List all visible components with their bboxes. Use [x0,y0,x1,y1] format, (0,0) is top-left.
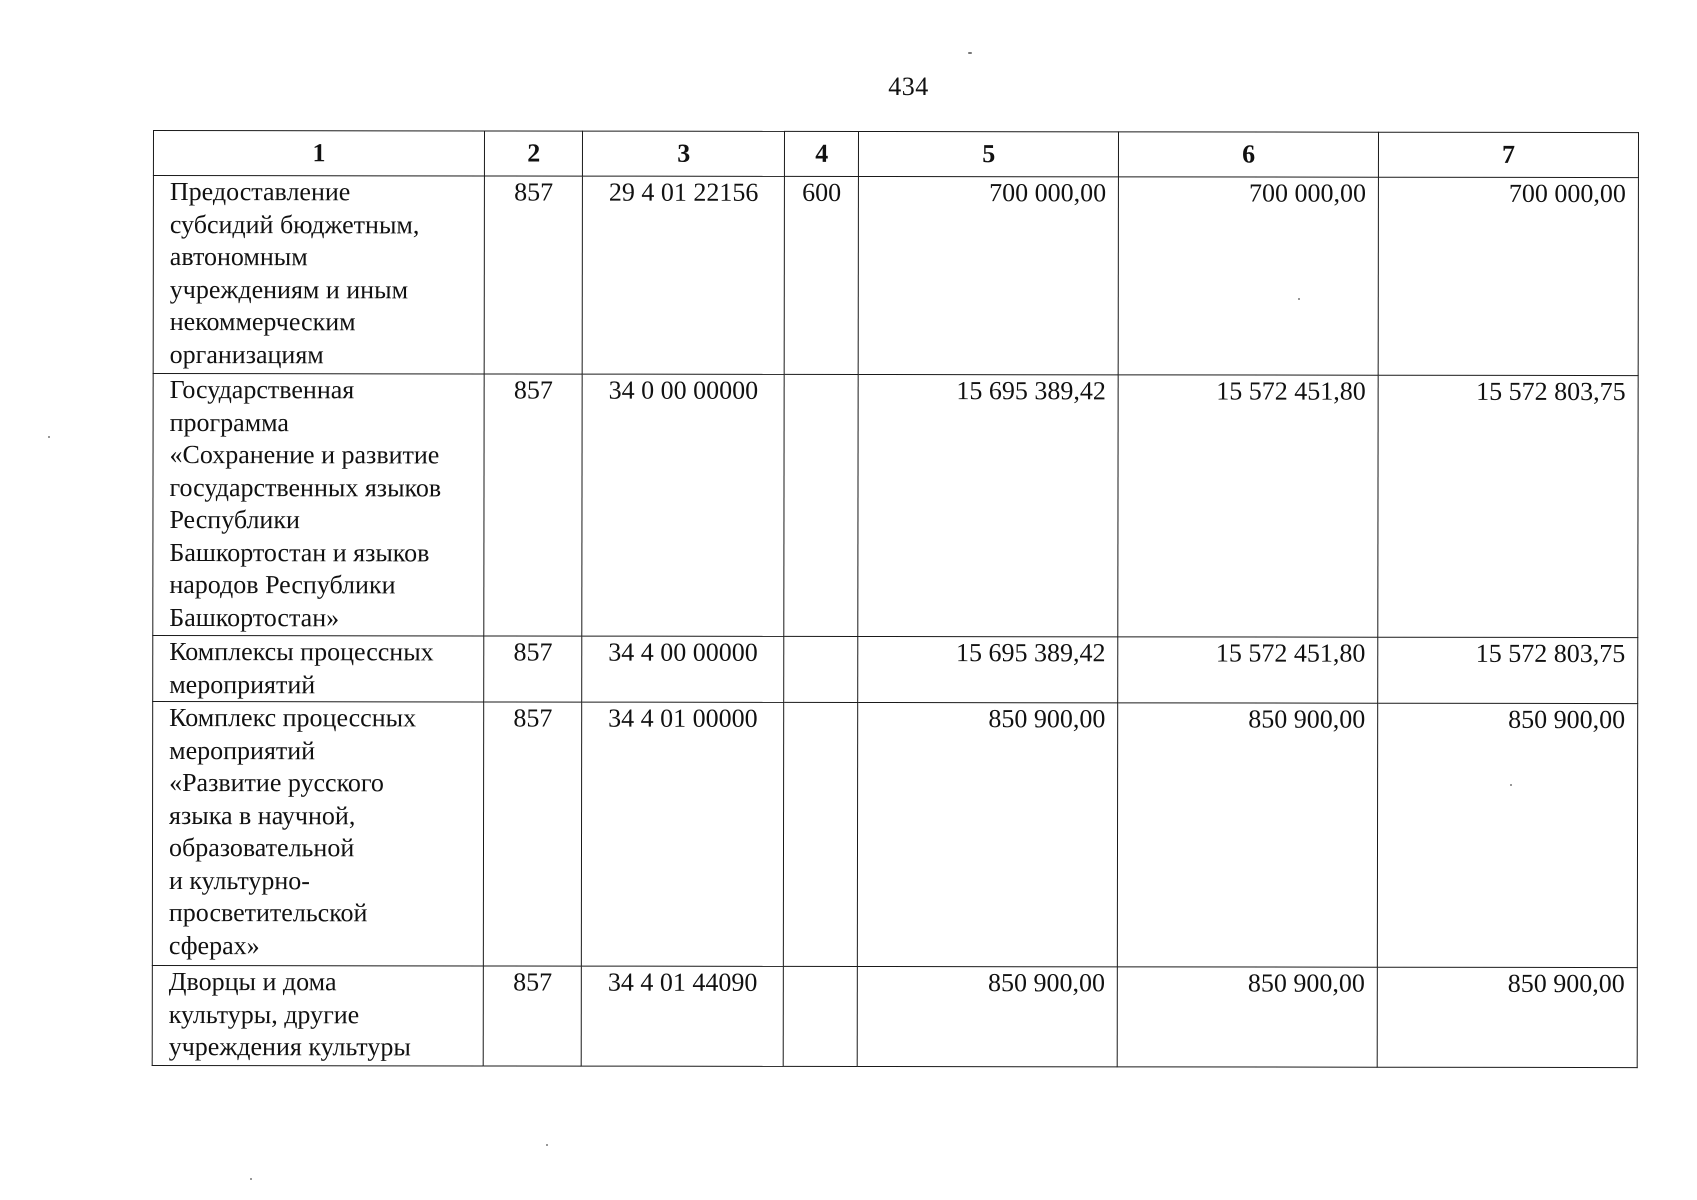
row-name-line: государственных языков [169,472,442,502]
budget-table [152,130,1639,1068]
row-name-line: Комплексы процессных [169,637,434,667]
row-kind-cell [784,636,858,702]
table-row [153,176,1638,376]
row-name-line: Республики [169,505,300,535]
row-name-line: культуры, другие [168,999,360,1029]
row-admin-cell: 857 [484,636,582,702]
row-name-line: автономным [169,242,308,272]
row-sum-6-cell: 15 572 451,80 [1118,375,1378,637]
page-number-text: 434 [888,72,929,101]
row-code-cell: 34 4 00 00000 [582,636,784,702]
table-row [153,636,1638,704]
row-code-cell: 29 4 01 22156 [583,176,785,374]
row-name-line: «Сохранение и развитие [169,440,440,470]
row-sum-6-cell: 15 572 451,80 [1118,637,1378,703]
row-admin-cell: 857 [484,374,583,636]
row-sum-6-cell: 850 900,00 [1118,703,1378,967]
row-name-line: образовательной [168,833,355,863]
row-name-cell [153,374,484,636]
row-name-line: субсидий бюджетным, [169,209,420,239]
row-kind-cell [783,966,857,1066]
row-sum-7-cell: 15 572 803,75 [1378,375,1638,637]
row-name-cell [153,176,484,374]
row-code-cell: 34 4 01 00000 [582,702,784,966]
row-name-line: мероприятий [169,669,316,699]
scan-speck [1510,784,1512,786]
scan-speck [1298,298,1300,300]
row-code-cell: 34 0 00 00000 [582,374,784,636]
header-cell-4: 4 [785,131,859,176]
row-sum-5-cell: 850 900,00 [858,966,1118,1066]
row-name-line: некоммерческим [169,307,356,337]
row-name-line: Предоставление [169,177,351,207]
header-cell-1: 1 [153,131,484,176]
row-sum-7-cell: 700 000,00 [1378,177,1638,375]
row-kind-cell [783,702,858,966]
row-sum-5-cell: 700 000,00 [859,176,1119,374]
row-name-line: «Развитие русского [169,768,384,798]
row-sum-6-cell: 850 900,00 [1117,967,1377,1067]
scan-speck [48,436,50,438]
row-admin-cell: 857 [484,176,583,374]
row-sum-7-cell: 15 572 803,75 [1378,637,1638,703]
row-sum-5-cell: 15 695 389,42 [858,374,1118,636]
row-name-cell [152,965,483,1065]
row-kind-cell [784,374,859,636]
row-admin-cell: 857 [483,702,582,966]
page-number [0,72,1697,102]
row-name-cell [152,702,483,966]
row-name-line: организациям [169,339,324,369]
header-cell-5: 5 [859,131,1119,176]
row-name-line: и культурно- [168,865,310,895]
row-name-line: народов Республики [169,570,396,600]
row-name-line: Государственная [169,375,355,405]
row-sum-7-cell: 850 900,00 [1377,703,1637,967]
row-name-line: Башкортостан» [169,602,340,632]
table-header-row [153,131,1638,178]
row-name-line: мероприятий [169,735,316,765]
row-name-line: Комплекс процессных [169,703,417,733]
row-name-line: сферах» [168,930,260,960]
row-name-line: просветительской [168,898,368,928]
scan-speck [250,1178,252,1180]
scan-speck [546,1144,548,1146]
row-name-line: Дворцы и дома [168,967,337,997]
row-name-line: языка в научной, [169,800,356,830]
header-cell-7: 7 [1379,132,1639,177]
row-code-cell: 34 4 01 44090 [582,966,784,1066]
row-name-cell [153,636,484,702]
table-row [153,374,1638,638]
row-sum-6-cell: 700 000,00 [1118,177,1378,375]
row-sum-7-cell: 850 900,00 [1377,967,1637,1067]
row-name-line: учреждениям и иным [169,274,409,304]
scan-speck [968,52,972,54]
table-row [152,965,1637,1067]
header-cell-2: 2 [485,131,583,176]
table-row [152,702,1637,968]
header-cell-3: 3 [583,131,785,176]
row-admin-cell: 857 [483,966,581,1066]
row-sum-5-cell: 850 900,00 [858,702,1118,966]
row-sum-5-cell: 15 695 389,42 [858,636,1118,702]
row-name-line: учреждения культуры [168,1032,411,1062]
row-kind-cell: 600 [784,176,859,374]
row-name-line: программа [169,407,290,437]
header-cell-6: 6 [1119,132,1379,177]
row-name-line: Башкортостан и языков [169,537,430,567]
